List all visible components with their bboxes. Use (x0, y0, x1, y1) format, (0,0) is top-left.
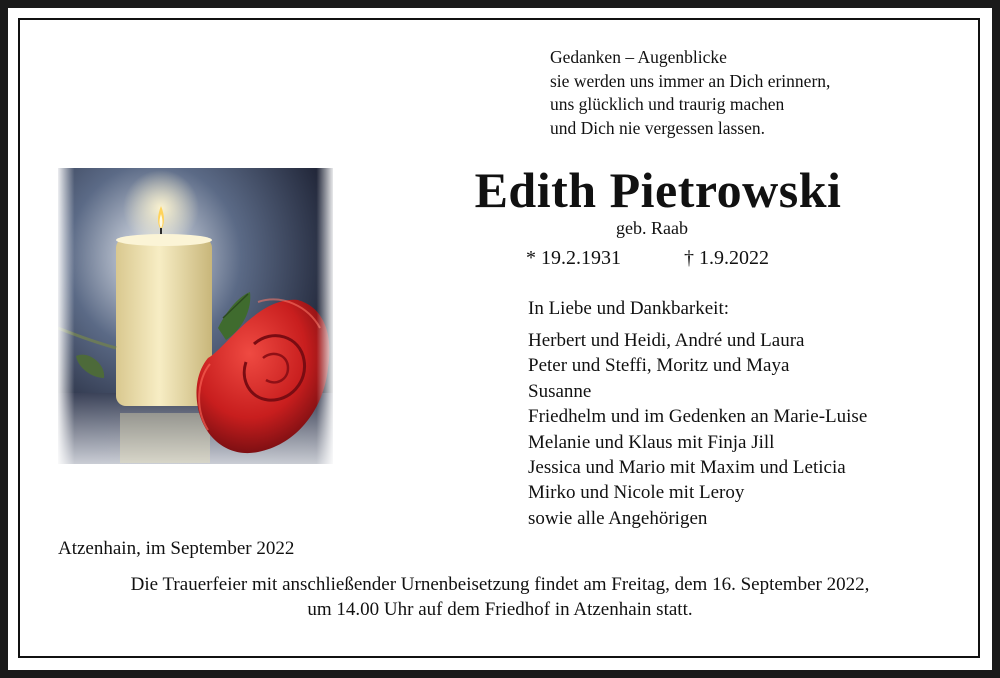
poem-line: und Dich nie vergessen lassen. (550, 117, 765, 138)
mourner-line: sowie alle Angehörigen (528, 507, 708, 529)
mourner-line: Susanne (528, 380, 592, 402)
obituary-card (8, 8, 992, 670)
death-date: † 1.9.2022 (684, 247, 769, 269)
poem-line: uns glücklich und traurig machen (550, 94, 785, 114)
mourner-line: Peter und Steffi, Moritz und Maya (528, 355, 790, 377)
funeral-line: Die Trauerfeier mit anschließender Urnenbeisetzung findet am Freitag, dem 16. September 2022, (130, 574, 870, 595)
dedication: In Liebe und Dankbarkeit: (528, 298, 730, 319)
candle-rose-image (58, 168, 333, 464)
maiden-name: geb. Raab (616, 218, 688, 238)
poem-line: sie werden uns immer an Dich erinnern, (550, 70, 831, 91)
place-date: Atzenhain, im September 2022 (58, 538, 295, 559)
poem-line: Gedanken – Augenblicke (550, 47, 727, 67)
mourner-line: Friedhelm und im Gedenken an Marie-Luise (528, 406, 868, 428)
poem (550, 46, 830, 140)
funeral-notice (8, 572, 992, 622)
mourners-list (528, 328, 867, 531)
deceased-name: Edith Pietrowski (474, 162, 842, 218)
mourner-line: Mirko und Nicole mit Leroy (528, 482, 745, 504)
mourner-line: Herbert und Heidi, André und Laura (528, 330, 805, 351)
mourner-line: Melanie und Klaus mit Finja Jill (528, 431, 775, 453)
mourner-line: Jessica und Mario mit Maxim und Leticia (528, 457, 846, 479)
birth-date: * 19.2.1931 (526, 247, 621, 269)
funeral-line: um 14.00 Uhr auf dem Friedhof in Atzenhain statt. (307, 599, 693, 620)
